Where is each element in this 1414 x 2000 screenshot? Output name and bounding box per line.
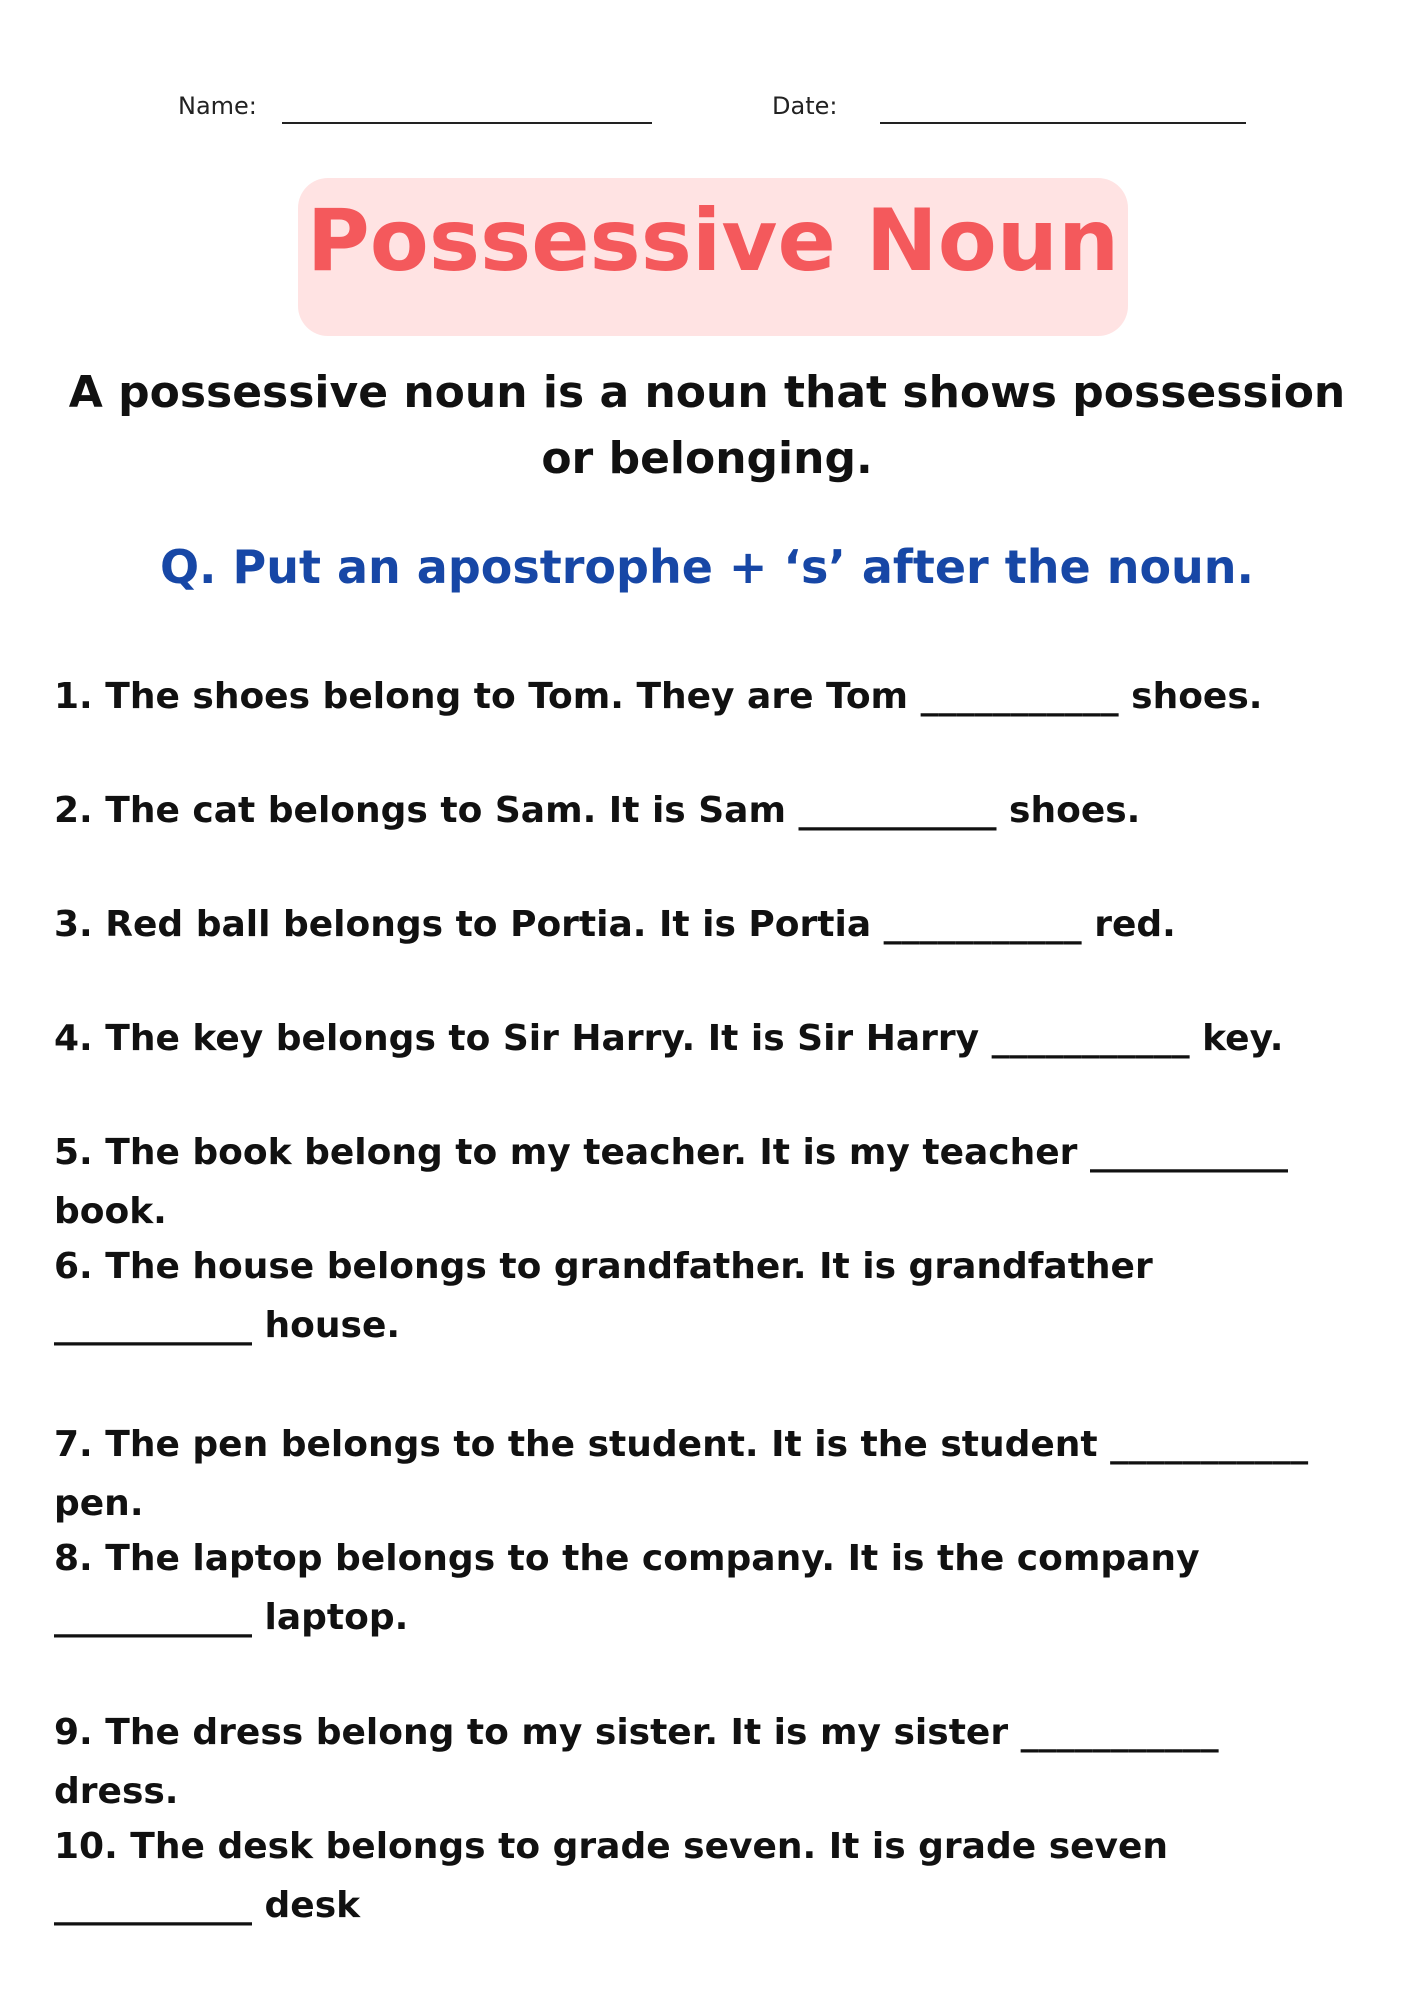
page-title: Possessive Noun [306,191,1120,291]
exercise-item-8: 8. The laptop belongs to the company. It is the company ___________ laptop. [54,1538,1200,1638]
definition-text: A possessive noun is a noun that shows possession or belonging. [68,367,1346,484]
date-field-line[interactable] [880,122,1246,124]
exercise-item-9: 9. The dress belong to my sister. It is my sister ___________ dress. [54,1712,1219,1812]
name-field-line[interactable] [282,122,652,124]
exercise-item-4: 4. The key belongs to Sir Harry. It is Sir Harry ___________ key. [54,1018,1284,1059]
exercise-item-5: 5. The book belong to my teacher. It is my teacher ___________ book. [54,1132,1288,1232]
exercise-item-2: 2. The cat belongs to Sam. It is Sam ___________ shoes. [54,790,1141,831]
exercise-item-3: 3. Red ball belongs to Portia. It is Portia ___________ red. [54,904,1176,945]
exercise-item-1: 1. The shoes belong to Tom. They are Tom ___________ shoes. [54,676,1263,717]
date-label: Date: [772,92,838,120]
exercise-item-7: 7. The pen belongs to the student. It is the student ___________ pen. [54,1424,1309,1524]
exercise-item-10: 10. The desk belongs to grade seven. It is grade seven ___________ desk [54,1826,1169,1926]
name-label: Name: [178,92,257,120]
exercise-item-6: 6. The house belongs to grandfather. It is grandfather ___________ house. [54,1246,1153,1346]
question-instruction: Q. Put an apostrophe + ‘s’ after the noun. [159,540,1255,594]
